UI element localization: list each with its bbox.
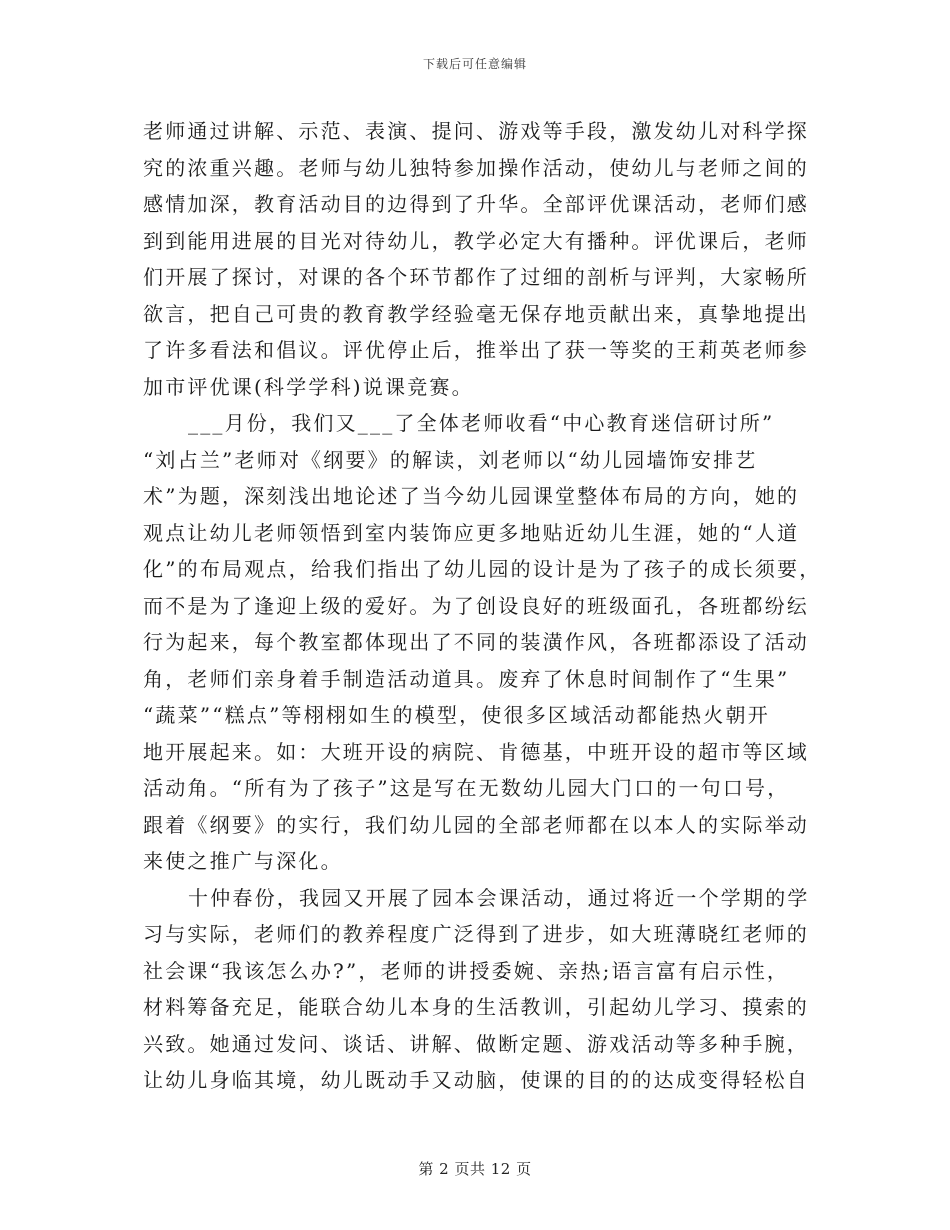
- text-line: 术”为题，深刻浅出地论述了当今幼儿园课堂整体布局的方向，她的: [143, 484, 800, 508]
- paragraph-2: [143, 405, 822, 880]
- text-line: 十仲春份，我园又开展了园本会课活动，通过将近一个学期的学: [188, 885, 810, 910]
- paragraph-3: [143, 880, 808, 1099]
- page-header: 下载后可任意编辑: [422, 57, 527, 71]
- text-line: 角，老师们亲身着手制造活动道具。废弃了休息时间制作了“生果”: [143, 666, 790, 691]
- text-line: 行为起来，每个教室都体现出了不同的装潢作风，各班都添设了活动: [143, 630, 809, 654]
- text-line: 观点让幼儿老师领悟到室内装饰应更多地贴近幼儿生涯，她的“人道: [143, 520, 800, 545]
- text-line: 感情加深，教育活动目的边得到了升华。全部评优课活动，老师们感: [143, 192, 809, 216]
- text-line: 让幼儿身临其境，幼儿既动手又动脑，使课的目的的达成变得轻松自: [143, 1068, 809, 1092]
- text-line: ___月份，我们又___了全体老师收看“中心教育迷信研讨所”: [188, 411, 775, 435]
- text-line: 到到能用进展的目光对待幼儿，教学必定大有播种。评优课后，老师: [143, 228, 809, 253]
- text-line: 跟着《纲要》的实行，我们幼儿园的全部老师都在以本人的实际举动: [143, 812, 809, 837]
- text-line: 材料筹备充足，能联合幼儿本身的生活教训，引起幼儿学习、摸索的: [143, 995, 809, 1019]
- paragraph-1: [143, 113, 808, 405]
- document-body: [143, 113, 822, 1099]
- text-line: “蔬菜”“糕点”等栩栩如生的模型，使很多区域活动都能热火朝开: [143, 703, 770, 727]
- text-line: 老师通过讲解、示范、表演、提问、游戏等手段，激发幼儿对科学探: [143, 119, 809, 143]
- text-line: 究的浓重兴趣。老师与幼儿独特参加操作活动，使幼儿与老师之间的: [143, 155, 809, 180]
- text-line: 欲言，把自己可贵的教育教学经验毫无保存地贡献出来，真挚地提出: [143, 301, 809, 326]
- text-line: “刘占兰”老师对《纲要》的解读，刘老师以“幼儿园墙饰安排艺: [143, 447, 758, 472]
- text-line: 了许多看法和倡议。评优停止后，推举出了获一等奖的王莉英老师参: [143, 338, 809, 362]
- text-line: 社会课“我该怎么办?”，老师的讲授委婉、亲热;语言富有启示性，: [143, 958, 790, 983]
- text-line: 活动角。“所有为了孩子”这是写在无数幼儿园大门口的一句口号，: [143, 776, 790, 800]
- text-line: 而不是为了逢迎上级的爱好。为了创设良好的班级面孔，各班都纷纭: [143, 593, 809, 618]
- page-number-footer: 第 2 页共 12 页: [418, 1160, 532, 1178]
- text-line: 兴致。她通过发问、谈话、讲解、做断定题、游戏活动等多种手腕，: [143, 1031, 809, 1056]
- text-line: 来使之推广与深化。: [143, 849, 343, 873]
- text-line: 地开展起来。如：大班开设的病院、肯德基，中班开设的超市等区域: [143, 739, 809, 764]
- text-line: 习与实际，老师们的教养程度广泛得到了进步，如大班薄晓红老师的: [143, 922, 809, 946]
- text-line: 们开展了探讨，对课的各个环节都作了过细的剖析与评判，大家畅所: [143, 265, 809, 289]
- text-line: 化”的布局观点，给我们指出了幼儿园的设计是为了孩子的成长须要，: [143, 557, 822, 581]
- text-line: 加市评优课(科学学科)说课竞赛。: [143, 374, 474, 399]
